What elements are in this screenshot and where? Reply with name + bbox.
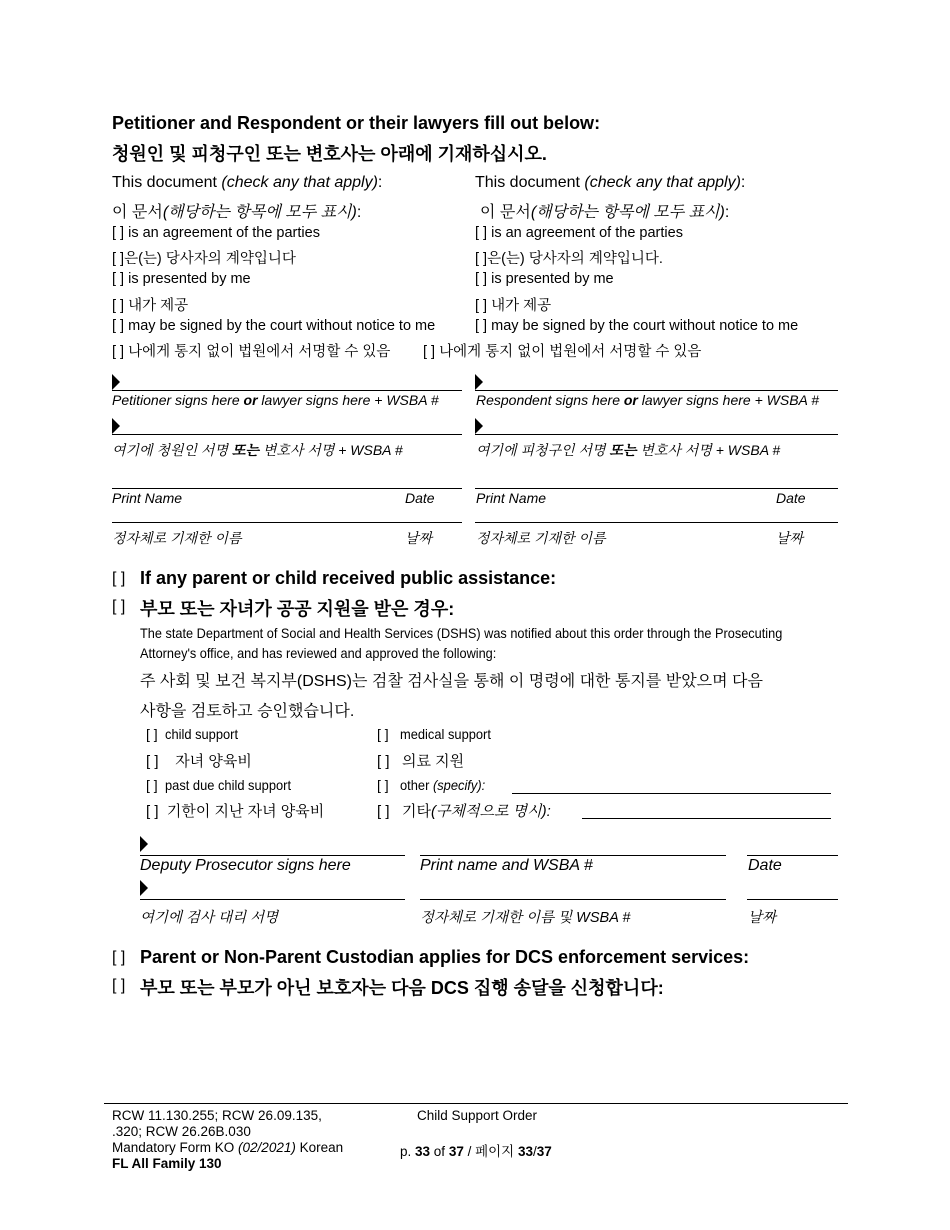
sign-arrow-icon — [475, 374, 483, 390]
assistance-body-ko-1: 주 사회 및 보건 복지부(DSHS)는 검찰 검사실을 통해 이 명령에 대한 통지를 받았으며 다음 — [140, 673, 763, 690]
respondent-sign-label: Respondent signs here or lawyer signs here + WSBA # — [476, 392, 820, 408]
respondent-print-name-label-ko: 정자체로 기재한 이름 — [476, 530, 606, 546]
sign-arrow-icon — [112, 418, 120, 434]
footer-form-line: Mandatory Form KO (02/2021) Korean — [112, 1140, 344, 1155]
footer-rcw-line-2: .320; RCW 26.26B.030 — [112, 1124, 251, 1139]
dcs-checkbox-ko[interactable]: [ ] — [112, 977, 126, 994]
right-option-presented[interactable]: [ ] is presented by me — [475, 271, 614, 287]
deputy-date-label: Date — [748, 857, 782, 874]
other-checkbox[interactable]: [ ] other (specify): — [377, 777, 486, 793]
petitioner-print-name-line-ko[interactable] — [112, 522, 462, 523]
petitioner-date-label: Date — [405, 490, 435, 506]
left-option-agreement[interactable]: [ ] is an agreement of the parties — [112, 225, 320, 241]
assistance-checkbox-ko[interactable]: [ ] — [112, 598, 126, 615]
medical-support-checkbox[interactable]: [ ] medical support — [377, 726, 492, 742]
assistance-title-en: If any parent or child received public assistance: — [140, 568, 557, 588]
right-option-signed-by-court-ko: [ ] 나에게 통지 없이 법원에서 서명할 수 있음 — [423, 344, 702, 360]
assistance-body-en-1: The state Department of Social and Health Services (DSHS) was notified about this order through the Prosecuting — [140, 625, 783, 641]
assistance-checkbox[interactable]: [ ] — [112, 570, 126, 587]
child-support-checkbox-ko[interactable]: [ ] 자녀 양육비 — [146, 753, 252, 770]
right-doc-line-ko: 이 문서(해당하는 항목에 모두 표시): — [480, 204, 730, 221]
right-option-agreement[interactable]: [ ] is an agreement of the parties — [475, 225, 683, 241]
petitioner-signature-line[interactable] — [112, 390, 462, 391]
footer-rule — [104, 1103, 848, 1104]
other-checkbox-ko[interactable]: [ ] 기타(구체적으로 명시): — [377, 803, 551, 820]
medical-support-checkbox-ko[interactable]: [ ] 의료 지원 — [377, 753, 465, 770]
sign-arrow-icon — [112, 374, 120, 390]
petitioner-signature-line-ko[interactable] — [112, 434, 462, 435]
respondent-print-name-label: Print Name — [476, 490, 547, 506]
footer-doc-title: Child Support Order — [417, 1108, 538, 1123]
deputy-date-line[interactable] — [747, 855, 838, 856]
left-doc-line-ko: 이 문서(해당하는 항목에 모두 표시): — [112, 204, 362, 221]
left-option-presented[interactable]: [ ] is presented by me — [112, 271, 251, 287]
respondent-print-name-line[interactable] — [475, 488, 838, 489]
respondent-signature-line[interactable] — [475, 390, 838, 391]
sign-arrow-icon — [140, 836, 148, 852]
dcs-title-ko: 부모 또는 부모가 아닌 보호자는 다음 DCS 집행 송달을 신청합니다: — [140, 978, 664, 998]
deputy-date-line-ko[interactable] — [747, 899, 838, 900]
dcs-checkbox[interactable]: [ ] — [112, 949, 126, 966]
deputy-print-name-line[interactable] — [420, 855, 726, 856]
left-option-agreement-ko: [ ]은(는) 당사자의 계약입니다 — [112, 251, 296, 267]
past-due-checkbox[interactable]: [ ] past due child support — [146, 777, 292, 793]
assistance-body-ko-2: 사항을 검토하고 승인했습니다. — [140, 703, 355, 720]
respondent-sign-label-ko: 여기에 피청구인 서명 또는 변호사 서명 + WSBA # — [476, 442, 781, 458]
assistance-title-ko: 부모 또는 자녀가 공공 지원을 받은 경우: — [140, 599, 455, 619]
section-title-ko: 청원인 및 피청구인 또는 변호사는 아래에 기재하십시오. — [112, 144, 547, 164]
other-specify-line-ko[interactable] — [582, 818, 831, 819]
child-support-checkbox[interactable]: [ ] child support — [146, 726, 239, 742]
left-option-signed-by-court-ko: [ ] 나에게 통지 없이 법원에서 서명할 수 있음 — [112, 344, 391, 360]
left-option-presented-ko: [ ] 내가 제공 — [112, 298, 189, 314]
respondent-signature-line-ko[interactable] — [475, 434, 838, 435]
deputy-print-wsba-label: Print name and WSBA # — [420, 857, 593, 874]
deputy-prosecutor-signature-line[interactable] — [140, 855, 405, 856]
right-option-presented-ko: [ ] 내가 제공 — [475, 298, 552, 314]
right-doc-line-en: This document (check any that apply): — [475, 174, 746, 191]
petitioner-print-name-label: Print Name — [112, 490, 183, 506]
right-option-agreement-ko: [ ]은(는) 당사자의 계약입니다. — [475, 251, 663, 267]
petitioner-sign-label: Petitioner signs here or lawyer signs here + WSBA # — [112, 392, 439, 408]
deputy-prosecutor-signature-line-ko[interactable] — [140, 899, 405, 900]
deputy-sign-label-ko: 여기에 검사 대리 서명 — [140, 910, 279, 926]
petitioner-sign-label-ko: 여기에 청원인 서명 또는 변호사 서명 + WSBA # — [112, 442, 403, 458]
respondent-date-label: Date — [776, 490, 806, 506]
footer-form-id: FL All Family 130 — [112, 1156, 222, 1171]
respondent-print-name-line-ko[interactable] — [475, 522, 838, 523]
section-title-en: Petitioner and Respondent or their lawyers fill out below: — [112, 113, 601, 133]
deputy-print-name-line-ko[interactable] — [420, 899, 726, 900]
left-option-signed-by-court[interactable]: [ ] may be signed by the court without notice to me — [112, 318, 436, 334]
respondent-date-label-ko: 날짜 — [776, 530, 804, 546]
other-specify-line[interactable] — [512, 793, 831, 794]
sign-arrow-icon — [140, 880, 148, 896]
assistance-body-en-2: Attorney's office, and has reviewed and approved the following: — [140, 645, 497, 661]
dcs-title-en: Parent or Non-Parent Custodian applies for DCS enforcement services: — [140, 947, 750, 967]
petitioner-print-name-label-ko: 정자체로 기재한 이름 — [112, 530, 242, 546]
sign-arrow-icon — [475, 418, 483, 434]
petitioner-date-label-ko: 날짜 — [405, 530, 433, 546]
past-due-checkbox-ko[interactable]: [ ] 기한이 지난 자녀 양육비 — [146, 803, 325, 820]
petitioner-print-name-line[interactable] — [112, 488, 462, 489]
left-doc-line-en: This document (check any that apply): — [112, 174, 383, 191]
footer-rcw-line-1: RCW 11.130.255; RCW 26.09.135, — [112, 1108, 322, 1123]
right-option-signed-by-court[interactable]: [ ] may be signed by the court without notice to me — [475, 318, 799, 334]
deputy-sign-label: Deputy Prosecutor signs here — [140, 857, 351, 874]
deputy-date-label-ko: 날짜 — [748, 910, 777, 926]
deputy-print-wsba-label-ko: 정자체로 기재한 이름 및 WSBA # — [420, 910, 631, 926]
footer-page-number: p. 33 of 37 / 페이지 33/37 — [400, 1144, 552, 1159]
